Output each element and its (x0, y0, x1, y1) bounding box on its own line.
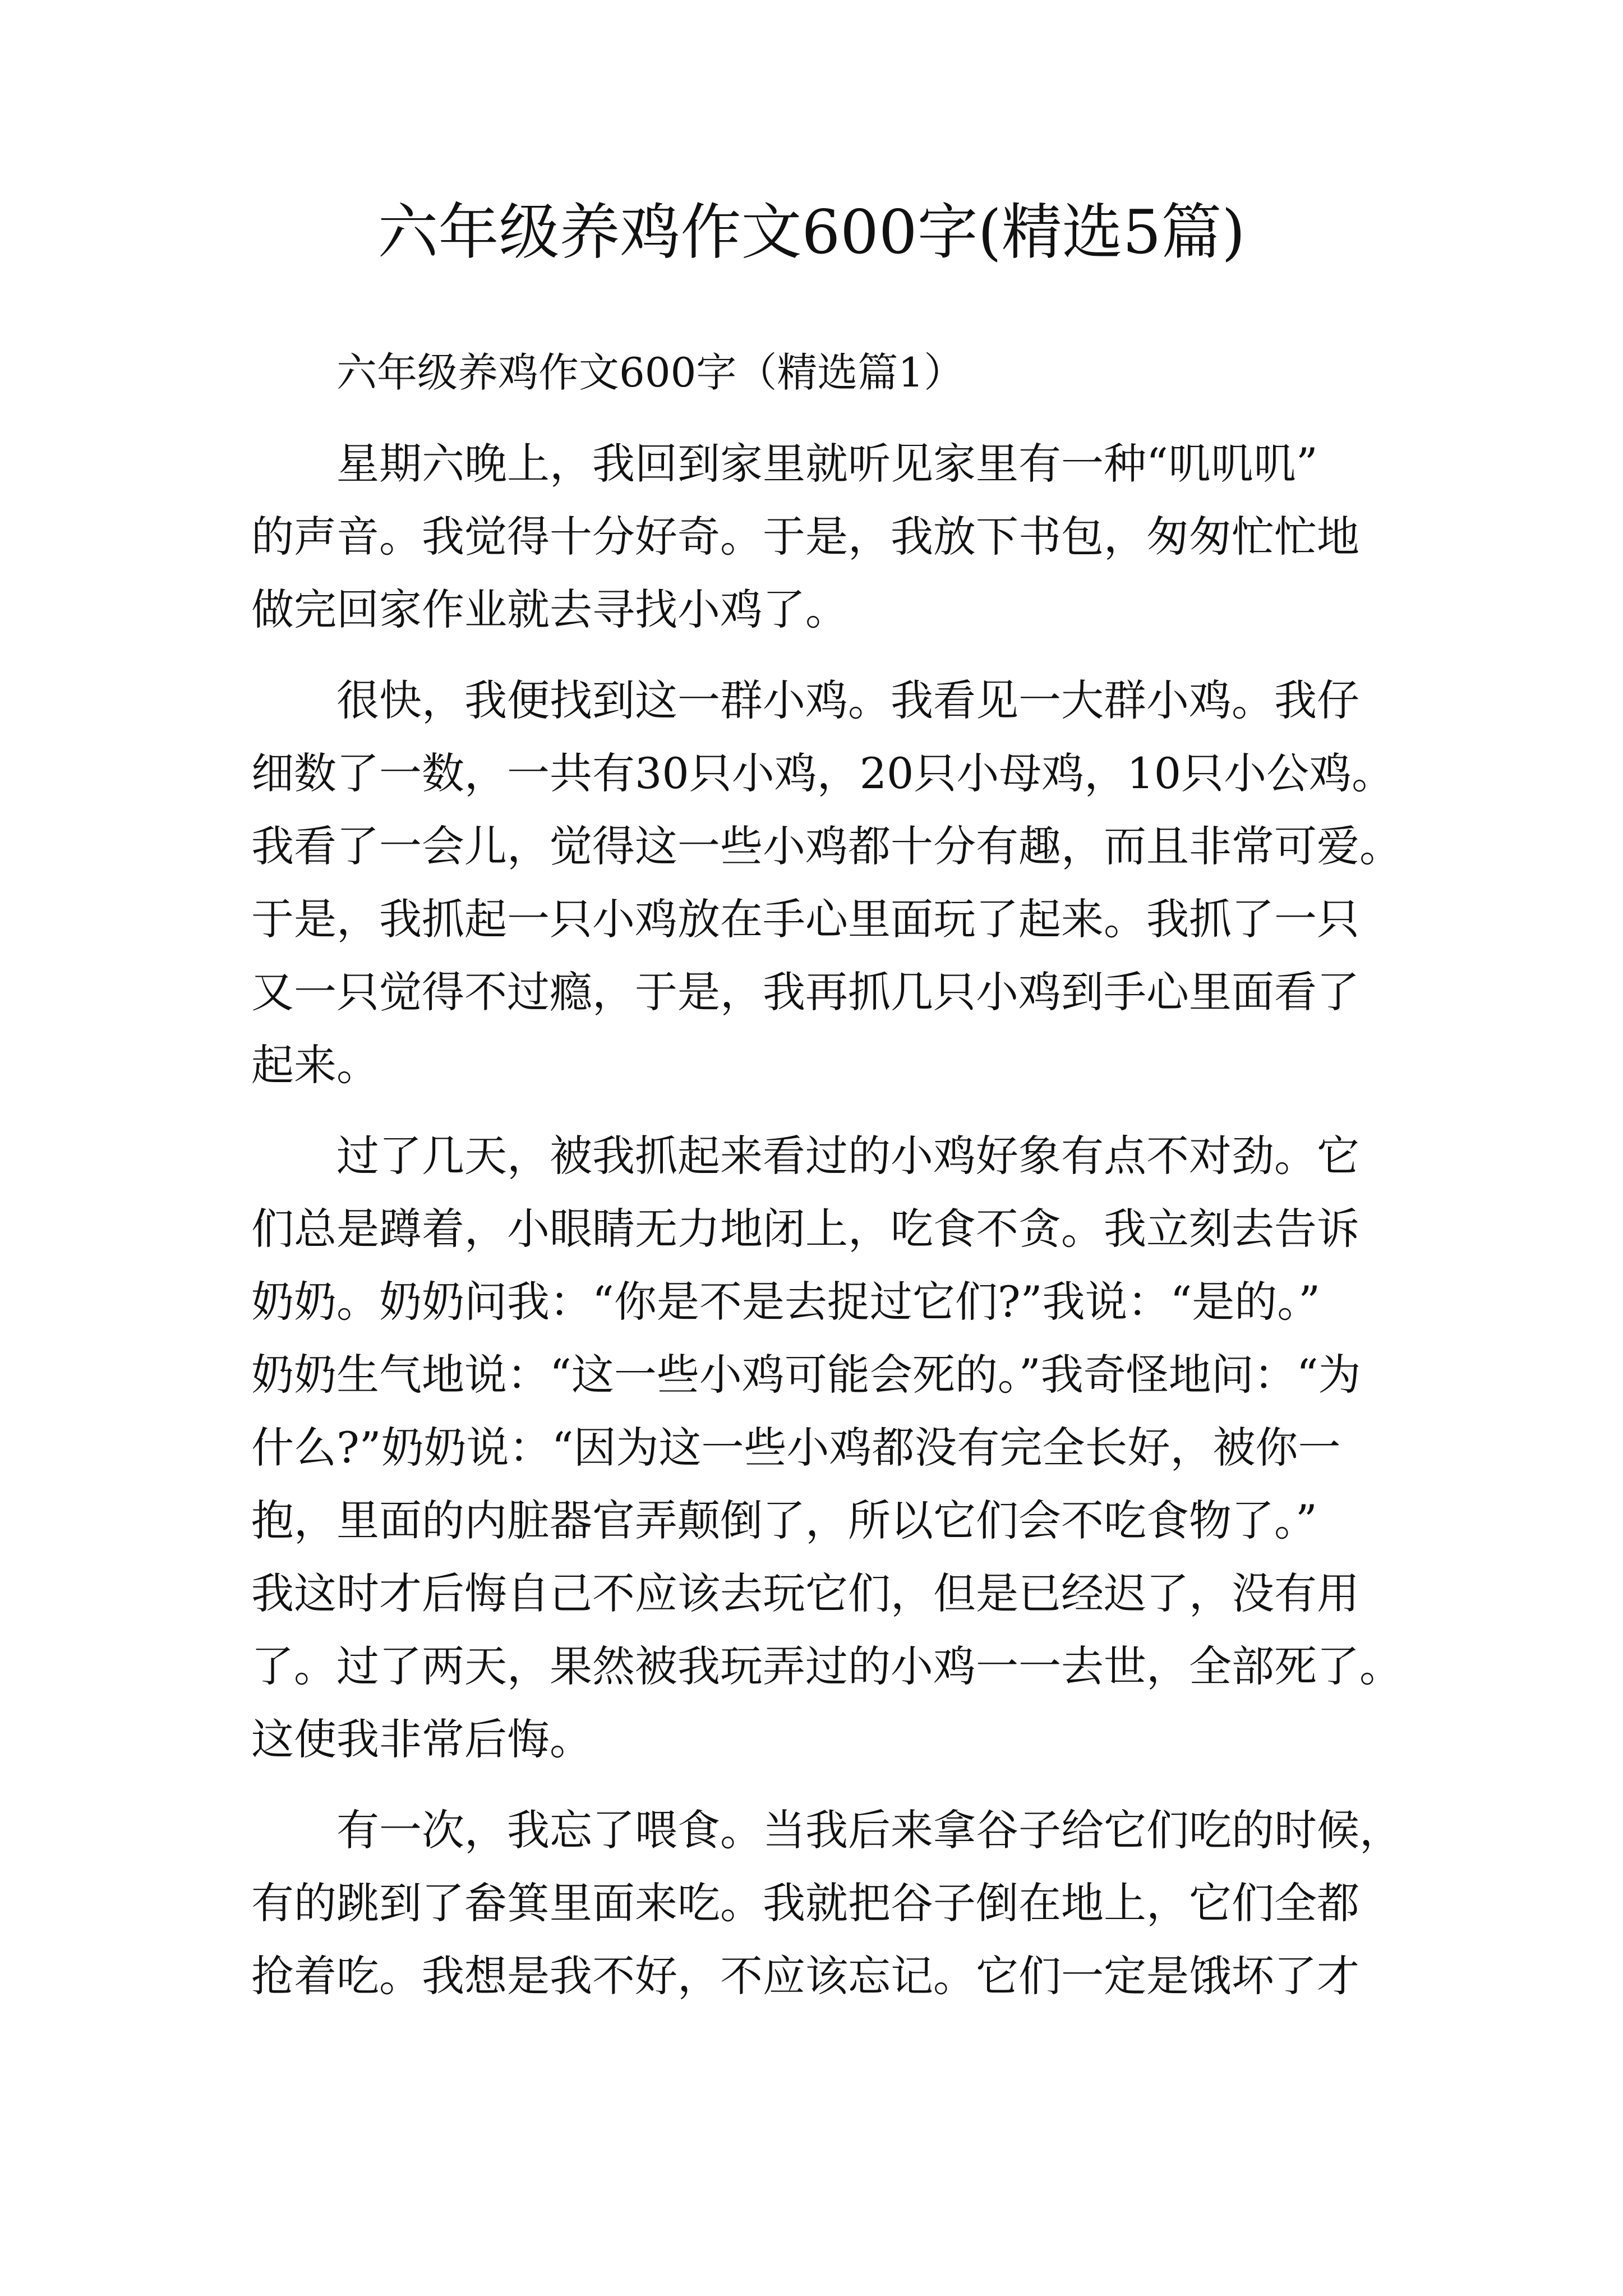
paragraph-line: 抱，里面的内脏器官弄颠倒了，所以它们会不吃食物了。” (251, 1496, 1317, 1545)
paragraph-line: 做完回家作业就去寻找小鸡了。 (251, 585, 848, 634)
spacer (251, 409, 1378, 427)
paragraph-line: 起来。 (251, 1040, 379, 1090)
paragraph-line: 我这时才后悔自己不应该去玩它们，但是已经迟了，没有用 (251, 1568, 1359, 1618)
paragraph-line: 们总是蹲着，小眼睛无力地闭上，吃食不贪。我立刻去告诉 (251, 1204, 1359, 1254)
spacer (251, 1776, 1378, 1794)
paragraph-line: 这使我非常后悔。 (251, 1714, 592, 1764)
paragraph-line: 抢着吃。我想是我不好，不应该忘记。它们一定是饿坏了才 (251, 1951, 1359, 2001)
spacer (251, 1102, 1378, 1120)
paragraph-line: 了。过了两天，果然被我玩弄过的小鸡一一去世，全部死了。 (251, 1641, 1402, 1691)
paragraph-line: 的声音。我觉得十分好奇。于是，我放下书包，匆匆忙忙地 (251, 512, 1359, 562)
paragraph-1 (251, 427, 1378, 646)
paragraph-line: 过了几天，被我抓起来看过的小鸡好象有点不对劲。它 (336, 1131, 1359, 1181)
paragraph-line: 有一次，我忘了喂食。当我后来拿谷子给它们吃的时候， (336, 1805, 1402, 1855)
paragraph-4 (251, 1794, 1402, 2013)
paragraph-line: 什么?”奶奶说：“因为这一些小鸡都没有完全长好，被你一 (251, 1423, 1341, 1473)
paragraph-line: 于是，我抓起一只小鸡放在手心里面玩了起来。我抓了一只 (251, 894, 1359, 944)
document-title: 六年级养鸡作文600字(精选5篇) (377, 197, 1246, 268)
paragraph-line: 细数了一数，一共有30只小鸡，20只小母鸡，10只小公鸡。 (251, 748, 1395, 798)
document-body (251, 335, 1402, 2013)
paragraph-line: 星期六晚上，我回到家里就听见家里有一种“叽叽叽” (336, 439, 1318, 489)
paragraph-line: 我看了一会儿，觉得这一些小鸡都十分有趣，而且非常可爱。 (251, 821, 1402, 871)
paragraph-3 (251, 1120, 1402, 1776)
paragraph-line: 很快，我便找到这一群小鸡。我看见一大群小鸡。我仔 (336, 675, 1359, 725)
paragraph-line: 有的跳到了畚箕里面来吃。我就把谷子倒在地上，它们全都 (251, 1878, 1359, 1928)
spacer (251, 646, 1378, 664)
paragraph-line: 又一只觉得不过瘾，于是，我再抓几只小鸡到手心里面看了 (251, 967, 1359, 1017)
paragraph-line: 奶奶生气地说：“这一些小鸡可能会死的。”我奇怪地问：“为 (251, 1350, 1361, 1400)
paragraph-2 (251, 664, 1402, 1102)
paragraph-line: 奶奶。奶奶问我：“你是不是去捉过它们?”我说：“是的。” (251, 1277, 1321, 1327)
section-heading: 六年级养鸡作文600字（精选篇1） (336, 349, 965, 396)
